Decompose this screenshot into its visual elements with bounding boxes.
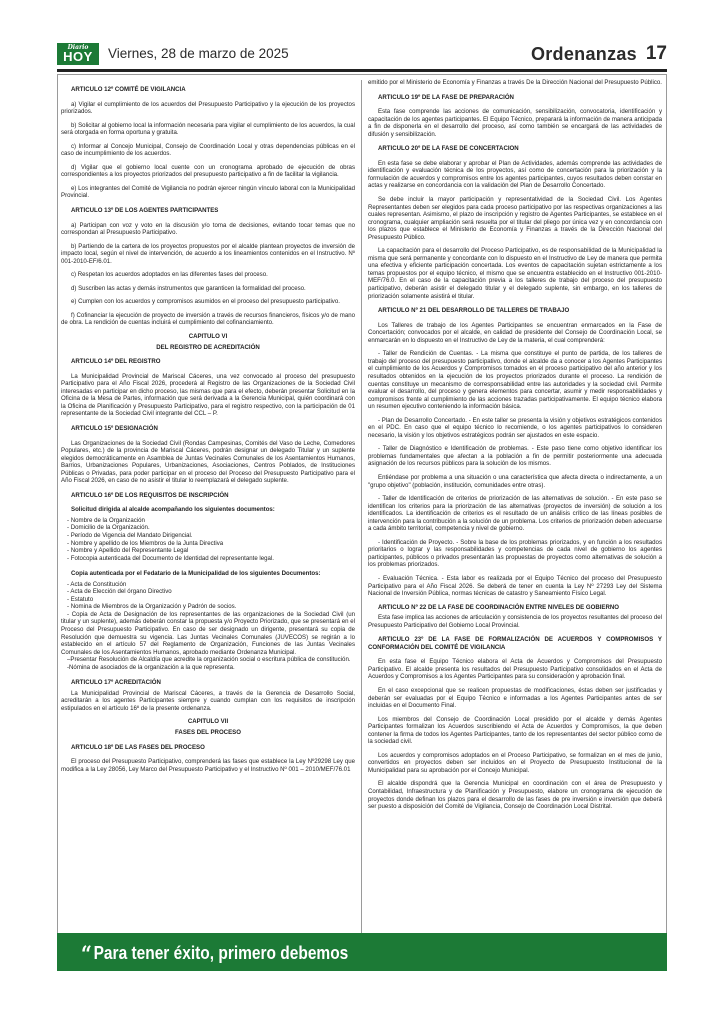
right-paragraph: En el caso excepcional que se realicen propuestas de modificaciones, éstas deben ser justificadas y deberán ser evaluadas por el Equipo Técnico e informadas a los Agentes Participantes antes de ser incluidas en el Documento Final. [368, 687, 662, 710]
right-paragraph: - Plan de Desarrollo Concertado. - En este taller se presenta la visión y objetivos estratégicos contenidos en el PDC. En caso que el equipo técnico lo recomiende, o los agentes participativos lo consideren necesario, la visión y los objetivos estratégicos podrán ser ajustados en este espacio. [368, 416, 662, 439]
right-paragraph: Esta fase implica las acciones de articulación y consistencia de los proyectos resultantes del proceso del Presupuesto Participativo del Gobierno Local Provincial. [368, 614, 662, 629]
newspaper-logo [57, 43, 99, 65]
right-paragraph: El alcalde dispondrá que la Gerencia Municipal en coordinación con el área de Presupuesto y Contabilidad, Infraestructura y de Planificación y Presupuesto, elabore un cronograma de ejecución de proyectos donde definan los plazos para el desarrollo de las fases de pre inversión e inversión que deberá ser puesto a disposición del Comité de Vigilancia, Consejo de Coordinación Local Distrital. [368, 780, 662, 811]
left-paragraph: La Municipalidad Provincial de Mariscal Cáceres, una vez convocado al proceso del presupuesto Participativo para el Año Fiscal 2026, procederá al Registro de las Organizaciones de la Sociedad Civil interesadas en participar en dicho proceso, las mismas que para el efecto, deberán presentar Solicitud en la Oficina de la Mesa de Partes, información que será derivada a la Gerencia Municipal, quién coordinará con la Oficina de Planificación y Presupuesto Participativo, para el registro respectivo, con la participación de 01 representante de la Sociedad Civil integrante del CCL – P. [61, 372, 355, 418]
left-paragraph: La Municipalidad Provincial de Mariscal Cáceres, a través de la Gerencia de Desarrollo Social, acreditarán a los agentes Participantes siempre y cuando cumplan con los requisitos de inscripción estipulados en el artículo 16º de la presente ordenanza. [61, 689, 355, 712]
left-list-item: - Acta de Constitución [67, 580, 127, 588]
right-article-heading: ARTICULO 20º DE LA FASE DE CONCERTACION [378, 145, 519, 153]
right-bold-lead: ARTICULO Nº 22 DE LA FASE DE COORDINACIÓN ENTRE NIVELES DE GOBIERNO [378, 603, 620, 611]
right-paragraph: Los acuerdos y compromisos adoptados en el Proceso Participativo, se formalizan en el mes de junio, convertidos en proyectos deben ser incluidos en el Proyecto de Presupuesto Institucional de la Municipalidad para su aprobación por el Concejo Municipal. [368, 751, 662, 774]
right-article-heading: ARTICULO 23º DE LA FASE DE FORMALIZACIÓN DE ACUERDOS Y COMPROMISOS Y CONFORMACIÓN DEL COMITÉ DE VIGILANCIA [368, 636, 662, 651]
column-divider [361, 80, 362, 938]
left-list-item: - Período de Vigencia del Mandato Dirigencial. [67, 531, 193, 539]
right-paragraph: - Taller de Diagnóstico e Identificación de problemas. - Este paso tiene como objetivo identificar los problemas fundamentales que afectan a la población a fin de permitir posteriormente una adecuada asignación de los recursos públicos para la solución de los mismos. [368, 445, 662, 468]
left-chapter-heading: FASES DEL PROCESO [175, 729, 241, 736]
right-paragraph: Entiéndase por problema a una situación o una característica que afecta directa o indirectamente, a un "grupo objetivo" (población, institución, comunidades entre otras). [368, 473, 662, 489]
left-list-item: - Nomina de Miembros de la Organización y Padrón de socios. [67, 603, 237, 611]
quote-banner [57, 933, 667, 971]
left-list-item: –Presentar Resolución de Alcaldía que acredite la organización social o escritura pública de constitución. [67, 656, 351, 664]
left-paragraph: a) Participan con voz y voto en la discusión y/o toma de decisiones, evitando tocar temas que no correspondan al Presupuesto Participativo. [61, 221, 355, 237]
section-title: Ordenanzas [530, 44, 637, 64]
left-article-heading: ARTICULO 16º DE LOS REQUISITOS DE INSCRIPCIÓN [71, 491, 229, 499]
page-number: 17 [645, 43, 667, 64]
logo-wordmark: HOY [63, 49, 93, 64]
left-chapter-heading: CAPITULO VII [187, 718, 229, 726]
left-bold-lead: Copia autenticada por el Fedatario de la Municipalidad de los siguientes Documentos: [71, 570, 321, 578]
banner-text: Para tener éxito, primero debemos [93, 943, 349, 963]
left-paragraph: d) Suscriben las actas y demás instrumentos que garanticen la formalidad del proceso. [71, 284, 306, 292]
header-rule [57, 69, 667, 72]
right-paragraph: - Taller de Rendición de Cuentas. - La misma que constituye el punto de partida, de los talleres de trabajo del proceso del presupuesto participativo, donde el alcalde da a conocer a los Agentes Participantes el cumplimiento de los Acuerdos y Compromisos tomados en el proceso participativo del año anterior y los resultados obtenidos en la ejecución de los proyectos priorizados durante el proceso. La rendición de cuentas constituye un mecanismo de corresponsabilidad entre las autoridades y la sociedad civil. Permite evaluar el desarrollo, del proceso y genera elementos para concertar, asumir y medir responsabilidades y compromisos frente al cumplimiento de las acciones trazadas participativamente. El equipo técnico elabora un resumen ejecutivo conteniendo la información básica. [368, 350, 662, 411]
left-list-item: -Nómina de asociados de la organización a la que representa. [67, 663, 235, 671]
left-paragraph: c) Informar al Concejo Municipal, Consejo de Coordinación Local y otras dependencias públicas en el caso de incumplimiento de los acuerdos. [61, 142, 355, 158]
right-paragraph: - Taller de Identificación de criterios de priorización de las alternativas de solución. - En este paso se identifican los criterios para la priorización de las alternativas (proyectos de inversión) de solución a los identificados. La identificación de criterios es el resultado de un análisis crítico de las líneas posibles de intervención para la contribución a la solución de un problema. Los criterios de priorización deben adecuarse a cada ámbito territorial, competencia y nivel de gobierno. [368, 495, 662, 533]
issue-date: Viernes, 28 de marzo de 2025 [108, 46, 289, 61]
logo-kicker: Diario [67, 44, 89, 51]
left-paragraph: f) Cofinanciar la ejecución de proyecto de inversión a través de recursos financieros, físicos y/o de mano de obra. La rendición de cuentas incluirá el cumplimiento del cofinanciamiento. [61, 311, 355, 327]
left-article-heading: ARTICULO 14º DEL REGISTRO [71, 358, 161, 366]
banner-quote-text [81, 939, 349, 968]
left-article-heading: ARTICULO 13º DE LOS AGENTES PARTICIPANTES [71, 207, 219, 215]
left-bold-lead: Solicitud dirigida al alcalde acompañando los siguientes documentos: [71, 506, 275, 514]
right-paragraph: emitido por el Ministerio de Economía y Finanzas a través De la Dirección Nacional del Presupuesto Público. [368, 79, 662, 86]
left-paragraph: e) Cumplen con los acuerdos y compromisos asumidos en el proceso del presupuesto participativo. [71, 298, 340, 306]
left-list-item: - Nombre y apellido de los Miembros de la Junta Directiva [67, 539, 224, 547]
right-article-heading: ARTICULO Nº 21 DEL DESARROLLO DE TALLERES DE TRABAJO [378, 307, 570, 315]
left-list-item: - Nombre y Apellido del Representante Legal [67, 547, 189, 555]
right-paragraph: Los miembros del Consejo de Coordinación Local presidido por el alcalde y demás Agentes Participantes formalizan los Acuerdos suscribiendo el Acta de Acuerdos y Compromisos, la que deben contener la firma de todos los Agentes Participantes, tanto de los representantes del sector público como de la sociedad civil. [368, 715, 662, 746]
left-paragraph: El proceso del Presupuesto Participativo, comprenderá las fases que establece la Ley Nº29298 Ley que modifica a la Ley 28056, Ley Marco del Presupuesto Participativo y el Instructivo Nº 001 – 2010/MEF/76.01 [61, 758, 355, 773]
left-list-item: - Copia de Acta de Designación de los representantes de las organizaciones de la Sociedad Civil (un titular y un suplente), además deberán constar la propuesta y/o Proyecto Priorizado, que se presentará en el Proceso del Presupuesto Participativo. En caso de ser designado un dirigente, presentará su copia de Resolución que demuestra su vigencia. Las Juntas Vecinales Comunales (JUVECOS) se regirán a lo establecido en el artículo 57 del Reglamento de Organización, Funciones de las Juntas Vecinales Comunales de los Asentamientos Humanos, aprobado mediante Ordenanza Municipal. [61, 610, 355, 656]
left-chapter-heading: DEL REGISTRO DE ACREDITACIÓN [156, 343, 260, 351]
left-column [61, 79, 355, 941]
left-paragraph: c) Respetan los acuerdos adoptados en las diferentes fases del proceso. [71, 271, 268, 279]
right-paragraph: - Evaluación Técnica. - Esta labor es realizada por el Equipo Técnico del proceso del Presupuesto Participativo para el Año Fiscal 2026. Se deberá de tener en cuenta la Ley Nº 27293 Ley del Sistema Nacional de Inversión Pública, normas técnicas de catastro y Saneamiento Físico Legal. [368, 574, 662, 598]
left-paragraph: Las Organizaciones de la Sociedad Civil (Rondas Campesinas, Comités del Vaso de Leche, Comedores Populares, etc.) de la provincia de Mariscal Cáceres, podrán designar un delegado Titular y un suplente elegidos democráticamente en Asamblea de Juntas Vecinales Comunales de los Asentamientos Humanos, Barrios, Urbanizaciones Populares, Urbanizaciones, Asociaciones, Centros Poblados, de Instituciones Públicas o Privadas, para poder participar en el proceso del Proceso del Presupuesto Participativo para el Año Fiscal 2026, en caso de no asistir el titular lo reemplazará el delegado suplente. [61, 439, 355, 485]
left-paragraph: d) Vigilar que el gobierno local cuente con un cronograma aprobado de ejecución de obras correspondientes a los proyectos priorizados del presupuesto participativo a fin de facilitar la vigilancia. [61, 163, 355, 179]
left-paragraph: b) Solicitar al gobierno local la información necesaria para vigilar el cumplimiento de los acuerdos, la cual será otorgada en forma oportuna y gratuita. [61, 121, 355, 137]
left-article-heading: ARTICULO 15º DESIGNACIÓN [71, 424, 158, 432]
right-paragraph: En esta fase el Equipo Técnico elabora el Acta de Acuerdos y Compromisos del Presupuesto Participativo. El alcalde presenta los resultados del Presupuesto Participativo consolidados en el Acta de Acuerdos y Compromisos a los Agentes Participantes para su consideración y aprobación final. [368, 658, 662, 681]
right-column [368, 79, 662, 941]
left-paragraph: a) Vigilar el cumplimiento de los acuerdos del Presupuesto Participativo y la ejecución de los proyectos priorizados. [61, 100, 355, 116]
right-paragraph: Esta fase comprende las acciones de comunicación, sensibilización, convocatoria, identificación y capacitación de los agentes participantes. El Equipo Técnico, preparará la información de manera anticipada a fin de disponerla en el desarrollo del proceso, así como también se encargará de las actividades de difusión y sensibilización. [368, 108, 662, 138]
left-article-heading: ARTICULO 12º COMITÉ DE VIGILANCIA [71, 86, 186, 93]
left-bold-lead: ARTICULO 17º ACREDITACIÓN [71, 679, 161, 687]
left-paragraph: b) Partiendo de la cartera de los proyectos propuestos por el alcalde plantean proyectos de inversión de impacto local, según el nivel de intervención, de acuerdo a los lineamientos contenidos en el Instructivo. Nº 001-2010-EF/6.01. [61, 242, 355, 265]
right-paragraph: Los Talleres de trabajo de los Agentes Participantes se encuentran enmarcados en la Fase de Concertación; convocados por el alcalde, en calidad de presidente del Consejo de Coordinación Local, se enmarcarán en lo dispuesto en el Instructivo de Ley de la materia, el cual comprenderá: [368, 321, 662, 344]
right-paragraph: Se debe incluir la mayor participación y representatividad de la Sociedad Civil. Los Agentes Representantes deben ser elegidos para cada proceso participativo por las respectivas organizaciones a las cuales representan. Asimismo, el plazo de inscripción y registro de Agentes Participantes, se establece en el cronograma, cualquier ampliación será resuelta por el titular del pliego por única vez y en concordancia con los plazos que establece el Ministerio de Economía y Finanzas a través de la Dirección Nacional del Presupuesto Público. [368, 196, 662, 241]
left-chapter-heading: CAPITULO VI [188, 333, 228, 341]
quote-mark: “ [81, 942, 92, 968]
left-list-item: - Fotocopia autenticada del Documento de Identidad del representante legal. [67, 554, 274, 562]
left-list-item: - Nombre de la Organización [67, 516, 145, 524]
left-article-heading: ARTICULO 18º DE LAS FASES DEL PROCESO [71, 743, 205, 751]
right-paragraph: - Identificación de Proyecto. - Sobre la base de los problemas priorizados, y en función a los resultados prioritarios o lograr y las responsabilidades y competencias de cada nivel de gobierno los agentes participantes, públicos o privados presentarán las propuestas de proyectos como alternativas de solución a los problemas priorizados. [368, 538, 662, 569]
left-list-item: - Acta de Elección del órgano Directivo [67, 588, 172, 596]
left-list-item: - Estatuto [67, 595, 94, 603]
right-paragraph: En esta fase se debe elaborar y aprobar el Plan de Actividades, además comprende las actividades de identificación y evaluación técnica de los proyectos, así como de concertación para la priorización y la formulación de acuerdos y compromisos entre los agentes participantes, cuyos resultados deben constar en actas y realizarse en concordancia con la validación del Plan de Desarrollo Concertado. [368, 159, 662, 190]
left-paragraph: e) Los integrantes del Comité de Vigilancia no podrán ejercer ningún vínculo laboral con la Municipalidad Provincial. [61, 184, 355, 200]
page-header [57, 43, 667, 65]
right-article-heading: ARTICULO 19º DE LA FASE DE PREPARACIÓN [378, 93, 514, 101]
right-paragraph: La capacitación para el desarrollo del Proceso Participativo, es de responsabilidad de la Municipalidad la misma que será permanente y concordante con lo dispuesto en el Instructivo de Ley de manera que permita una efectiva y eficiente participación concertada. Los eventos de capacitación sujetan estrictamente a los temas propuestos por el equipo técnico, el mismo que se encuentra establecido en el Instructivo 001-2010-MEF/76.0. En el caso de la capacitación previa a los talleres de trabajo del proceso del presupuesto participativo, deberán asistir el delegado titular y el delegado suplente, sin embargo, en los talleres de priorización solamente asistirá el titular. [368, 247, 662, 300]
left-list-item: - Domicilio de la Organización. [67, 524, 150, 532]
